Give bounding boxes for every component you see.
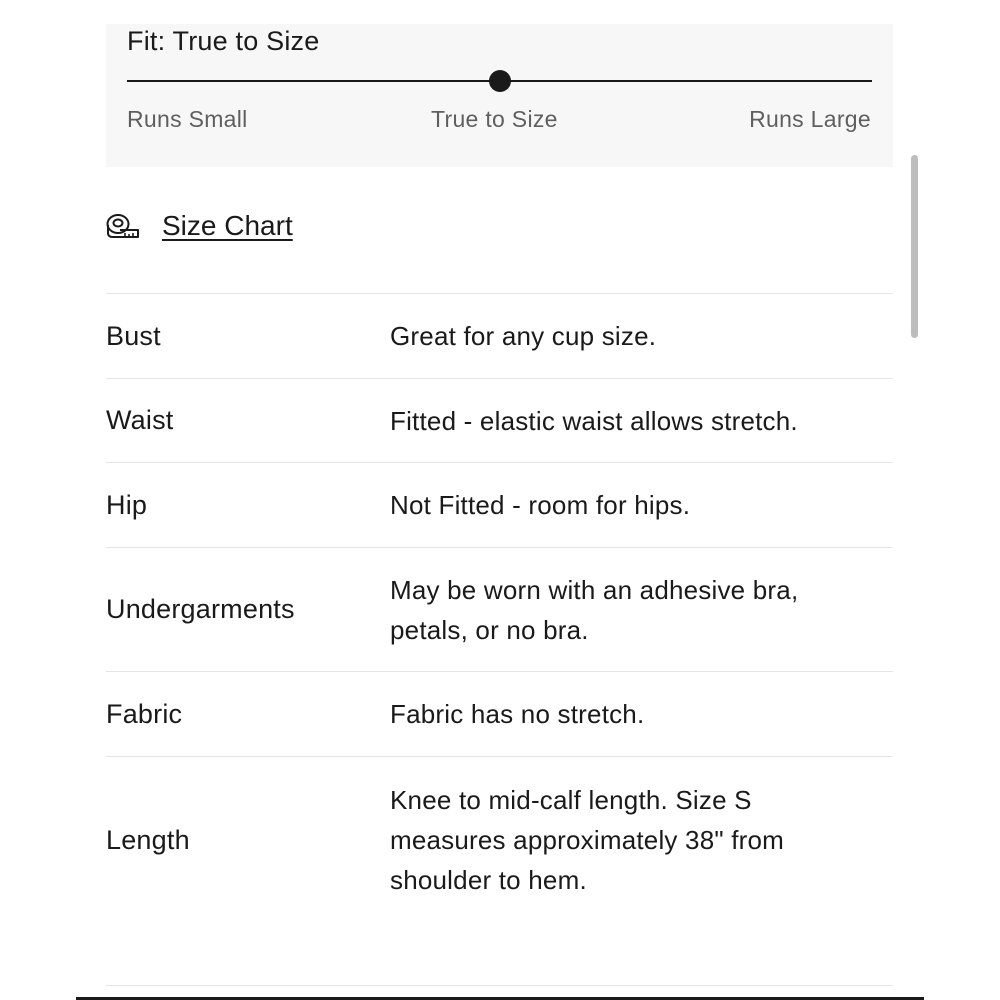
fit-panel (106, 24, 893, 167)
fit-scale-marker (489, 70, 511, 92)
detail-value: May be worn with an adhesive bra, petals, or no bra. (390, 574, 799, 645)
detail-value: Knee to mid-calf length. Size S measures approximately 38" from shoulder to hem. (390, 785, 785, 895)
detail-label: Bust (106, 320, 161, 351)
size-chart-link[interactable] (106, 210, 293, 242)
measuring-tape-icon (106, 213, 140, 239)
fit-scale-track (127, 80, 872, 82)
fit-label-runs-small: Runs Small (127, 106, 248, 132)
detail-value: Fitted - elastic waist allows stretch. (390, 405, 798, 436)
detail-label: Waist (106, 405, 174, 435)
detail-label: Length (106, 824, 190, 855)
detail-label: Hip (106, 489, 148, 520)
detail-row-fabric (106, 672, 893, 757)
divider (106, 985, 893, 986)
detail-value: Fabric has no stretch. (390, 699, 645, 729)
detail-label: Undergarments (106, 594, 295, 624)
detail-row-bust (106, 294, 893, 379)
detail-row-undergarments (106, 548, 893, 672)
fit-label-true-to-size: True to Size (431, 106, 558, 132)
detail-row-length (106, 757, 893, 923)
fit-details-table (106, 293, 893, 923)
detail-row-hip (106, 463, 893, 548)
fit-title: Fit: True to Size (127, 26, 320, 56)
size-chart-label: Size Chart (162, 210, 293, 241)
fit-label-runs-large: Runs Large (749, 106, 871, 132)
detail-row-waist (106, 379, 893, 463)
scrollbar-thumb[interactable] (911, 155, 918, 338)
detail-value: Not Fitted - room for hips. (390, 490, 691, 520)
detail-value: Great for any cup size. (390, 321, 657, 351)
detail-label: Fabric (106, 698, 183, 729)
